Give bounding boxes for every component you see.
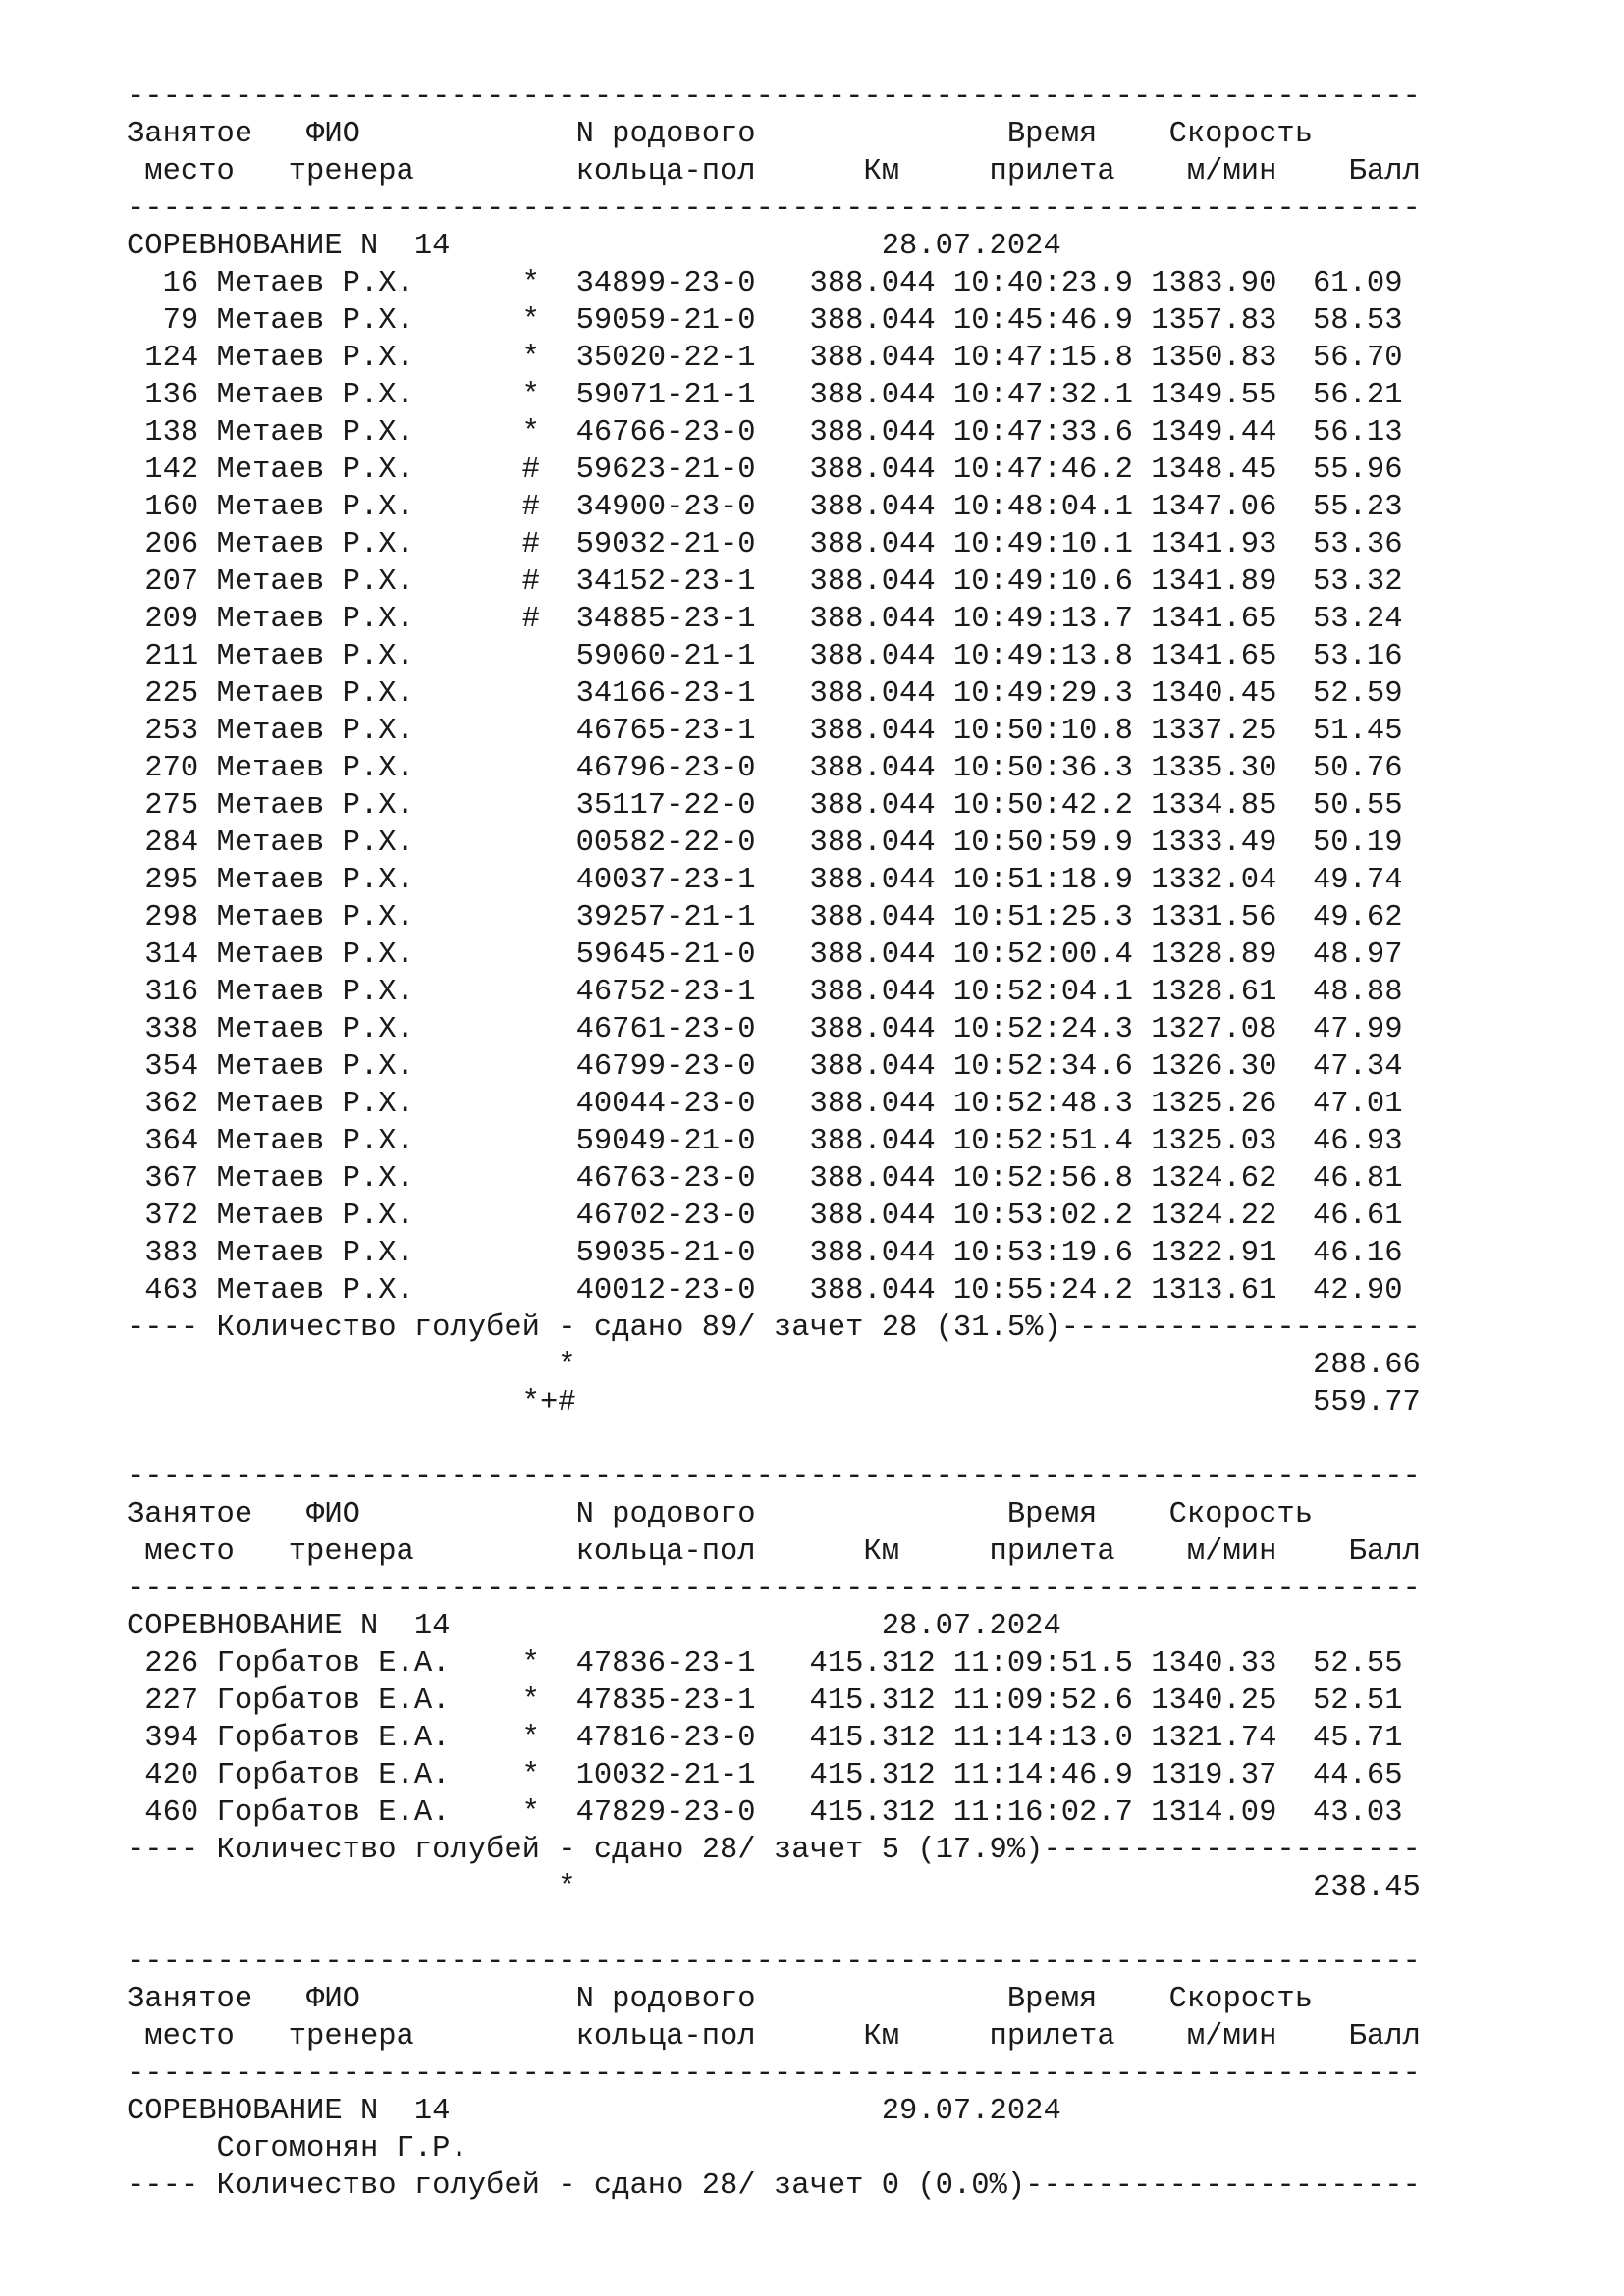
blank-line: [127, 1421, 1421, 1459]
result-row: 394 Горбатов Е.А. * 47816-23-0 415.312 11:14:13.0 1321.74 45.71: [127, 1722, 1403, 1755]
result-row: 226 Горбатов Е.А. * 47836-23-1 415.312 11:09:51.5 1340.33 52.55: [127, 1647, 1403, 1681]
result-row: 420 Горбатов Е.А. * 10032-21-1 415.312 11:14:46.9 1319.37 44.65: [127, 1759, 1403, 1792]
result-row: 136 Метаев Р.Х. * 59071-21-1 388.044 10:47:32.1 1349.55 56.21: [127, 379, 1403, 412]
separator-line: ------------------------------------------------------------------------: [127, 80, 1421, 114]
competition-title: СОРЕВНОВАНИЕ N 14 29.07.2024: [127, 2095, 1061, 2128]
column-header-line-2: место тренера кольца-пол Км прилета м/мин Балл: [127, 1535, 1421, 1569]
summary-line: ---- Количество голубей - сдано 28/ зачет 5 (17.9%)---------------------: [127, 1834, 1421, 1867]
trainer-name: Согомонян Г.Р.: [127, 2132, 468, 2165]
result-row: 364 Метаев Р.Х. 59049-21-0 388.044 10:52:51.4 1325.03 46.93: [127, 1125, 1403, 1158]
total-line: * 238.45: [127, 1871, 1421, 1904]
separator-line: ------------------------------------------------------------------------: [127, 1461, 1421, 1494]
result-row: 142 Метаев Р.Х. # 59623-21-0 388.044 10:47:46.2 1348.45 55.96: [127, 454, 1403, 487]
result-row: 206 Метаев Р.Х. # 59032-21-0 388.044 10:49:10.1 1341.93 53.36: [127, 528, 1403, 561]
separator-line: ------------------------------------------------------------------------: [127, 1573, 1421, 1606]
result-row: 314 Метаев Р.Х. 59645-21-0 388.044 10:52:00.4 1328.89 48.97: [127, 938, 1403, 972]
result-row: 284 Метаев Р.Х. 00582-22-0 388.044 10:50:59.9 1333.49 50.19: [127, 827, 1403, 860]
result-row: 209 Метаев Р.Х. # 34885-23-1 388.044 10:49:13.7 1341.65 53.24: [127, 603, 1403, 636]
column-header-line-1: Занятое ФИО N родового Время Скорость: [127, 1498, 1313, 1531]
result-row: 275 Метаев Р.Х. 35117-22-0 388.044 10:50:42.2 1334.85 50.55: [127, 789, 1403, 823]
result-row: 383 Метаев Р.Х. 59035-21-0 388.044 10:53:19.6 1322.91 46.16: [127, 1237, 1403, 1270]
result-row: 160 Метаев Р.Х. # 34900-23-0 388.044 10:48:04.1 1347.06 55.23: [127, 491, 1403, 524]
result-row: 463 Метаев Р.Х. 40012-23-0 388.044 10:55:24.2 1313.61 42.90: [127, 1274, 1403, 1308]
separator-line: ------------------------------------------------------------------------: [127, 2057, 1421, 2091]
blank-line: [127, 1906, 1421, 1944]
result-row: 460 Горбатов Е.А. * 47829-23-0 415.312 11:16:02.7 1314.09 43.03: [127, 1796, 1403, 1830]
result-row: 211 Метаев Р.Х. 59060-21-1 388.044 10:49:13.8 1341.65 53.16: [127, 640, 1403, 673]
competition-title: СОРЕВНОВАНИЕ N 14 28.07.2024: [127, 230, 1061, 263]
result-row: 338 Метаев Р.Х. 46761-23-0 388.044 10:52:24.3 1327.08 47.99: [127, 1013, 1403, 1046]
result-row: 367 Метаев Р.Х. 46763-23-0 388.044 10:52:56.8 1324.62 46.81: [127, 1162, 1403, 1196]
result-row: 270 Метаев Р.Х. 46796-23-0 388.044 10:50:36.3 1335.30 50.76: [127, 752, 1403, 785]
column-header-line-1: Занятое ФИО N родового Время Скорость: [127, 118, 1313, 151]
total-line: * 288.66: [127, 1349, 1421, 1382]
result-row: 354 Метаев Р.Х. 46799-23-0 388.044 10:52:34.6 1326.30 47.34: [127, 1050, 1403, 1084]
column-header-line-2: место тренера кольца-пол Км прилета м/мин Балл: [127, 155, 1421, 188]
competition-title: СОРЕВНОВАНИЕ N 14 28.07.2024: [127, 1610, 1061, 1643]
separator-line: ------------------------------------------------------------------------: [127, 192, 1421, 226]
result-row: 124 Метаев Р.Х. * 35020-22-1 388.044 10:47:15.8 1350.83 56.70: [127, 342, 1403, 375]
result-row: 207 Метаев Р.Х. # 34152-23-1 388.044 10:49:10.6 1341.89 53.32: [127, 565, 1403, 599]
result-row: 372 Метаев Р.Х. 46702-23-0 388.044 10:53:02.2 1324.22 46.61: [127, 1200, 1403, 1233]
result-row: 316 Метаев Р.Х. 46752-23-1 388.044 10:52:04.1 1328.61 48.88: [127, 976, 1403, 1009]
total-line: *+# 559.77: [127, 1386, 1421, 1419]
column-header-line-2: место тренера кольца-пол Км прилета м/мин Балл: [127, 2020, 1421, 2054]
result-row: 16 Метаев Р.Х. * 34899-23-0 388.044 10:40:23.9 1383.90 61.09: [127, 267, 1403, 300]
result-row: 79 Метаев Р.Х. * 59059-21-0 388.044 10:45:46.9 1357.83 58.53: [127, 304, 1403, 338]
result-row: 362 Метаев Р.Х. 40044-23-0 388.044 10:52:48.3 1325.26 47.01: [127, 1088, 1403, 1121]
separator-line: ------------------------------------------------------------------------: [127, 1946, 1421, 1979]
summary-line: ---- Количество голубей - сдано 28/ зачет 0 (0.0%)----------------------: [127, 2169, 1421, 2203]
column-header-line-1: Занятое ФИО N родового Время Скорость: [127, 1983, 1313, 2016]
summary-line: ---- Количество голубей - сдано 89/ зачет 28 (31.5%)--------------------: [127, 1311, 1421, 1345]
result-row: 138 Метаев Р.Х. * 46766-23-0 388.044 10:47:33.6 1349.44 56.13: [127, 416, 1403, 450]
result-row: 295 Метаев Р.Х. 40037-23-1 388.044 10:51:18.9 1332.04 49.74: [127, 864, 1403, 897]
result-row: 253 Метаев Р.Х. 46765-23-1 388.044 10:50:10.8 1337.25 51.45: [127, 715, 1403, 748]
race-report: [127, 79, 1421, 2205]
result-row: 227 Горбатов Е.А. * 47835-23-1 415.312 11:09:52.6 1340.25 52.51: [127, 1684, 1403, 1718]
result-row: 298 Метаев Р.Х. 39257-21-1 388.044 10:51:25.3 1331.56 49.62: [127, 901, 1403, 934]
result-row: 225 Метаев Р.Х. 34166-23-1 388.044 10:49:29.3 1340.45 52.59: [127, 677, 1403, 711]
